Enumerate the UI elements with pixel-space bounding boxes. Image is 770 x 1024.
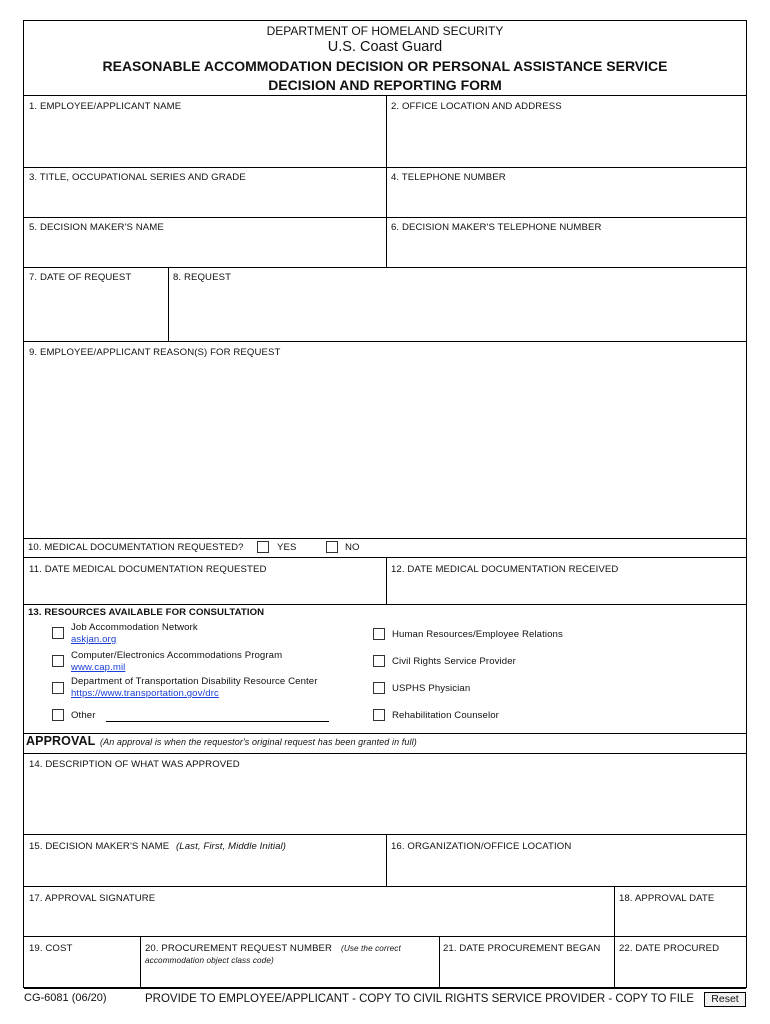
date-med-doc-requested-label: 11. DATE MEDICAL DOCUMENTATION REQUESTED [29, 564, 267, 575]
cost-field[interactable] [25, 937, 139, 987]
request-field[interactable] [169, 268, 746, 340]
jan-link[interactable]: askjan.org [71, 634, 117, 645]
distribution-note: PROVIDE TO EMPLOYEE/APPLICANT - COPY TO CIVIL RIGHTS SERVICE PROVIDER - COPY TO FILE [145, 993, 694, 1005]
cost-label: 19. COST [29, 943, 73, 954]
rehab-checkbox[interactable] [373, 709, 385, 721]
approval-note: (An approval is when the requestor's original request has been granted in full) [100, 737, 417, 747]
date-procured-label: 22. DATE PROCURED [619, 943, 720, 954]
decision-maker-name-label: 5. DECISION MAKER'S NAME [29, 222, 164, 233]
usphs-checkbox[interactable] [373, 682, 385, 694]
title-series-grade-label: 3. TITLE, OCCUPATIONAL SERIES AND GRADE [29, 172, 246, 183]
department-heading: DEPARTMENT OF HOMELAND SECURITY [266, 24, 504, 38]
decision-maker-phone-field[interactable] [387, 218, 746, 266]
approval-signature-field[interactable] [25, 887, 613, 935]
telephone-field[interactable] [387, 168, 746, 216]
reasons-label: 9. EMPLOYEE/APPLICANT REASON(S) FOR REQUEST [29, 347, 281, 358]
approver-name-label: 15. DECISION MAKER'S NAME [29, 841, 170, 852]
date-of-request-field[interactable] [25, 268, 167, 340]
approver-name-note: (Last, First, Middle Initial) [176, 841, 287, 852]
title-series-grade-field[interactable] [25, 168, 385, 216]
yes-label: YES [277, 542, 297, 553]
form-title-line2: DECISION AND REPORTING FORM [268, 77, 502, 93]
decision-maker-name-field[interactable] [25, 218, 385, 266]
dot-label: Department of Transportation Disability Resource Center [71, 676, 318, 687]
medical-doc-requested-label: 10. MEDICAL DOCUMENTATION REQUESTED? [28, 542, 244, 553]
crsp-label: Civil Rights Service Provider [392, 656, 516, 667]
approval-date-label: 18. APPROVAL DATE [619, 893, 715, 904]
jan-label: Job Accommodation Network [71, 622, 198, 633]
approval-date-field[interactable] [615, 887, 746, 935]
form-frame [23, 20, 747, 988]
rehab-label: Rehabilitation Counselor [392, 710, 499, 721]
divider [24, 538, 746, 539]
request-label: 8. REQUEST [173, 272, 232, 283]
employee-name-field[interactable] [25, 96, 385, 166]
other-input[interactable] [106, 721, 329, 722]
date-med-doc-received-field[interactable] [387, 558, 746, 603]
resources-heading: 13. RESOURCES AVAILABLE FOR CONSULTATION [28, 607, 265, 618]
procurement-number-note1: (Use the correct [341, 944, 401, 953]
cap-checkbox[interactable] [52, 655, 64, 667]
date-procured-field[interactable] [615, 937, 746, 987]
reset-button[interactable]: Reset [704, 992, 746, 1007]
hr-checkbox[interactable] [373, 628, 385, 640]
telephone-label: 4. TELEPHONE NUMBER [391, 172, 506, 183]
procurement-began-label: 21. DATE PROCUREMENT BEGAN [443, 943, 601, 954]
other-label: Other [71, 710, 96, 721]
procurement-began-field[interactable] [440, 937, 613, 987]
form-title-line1: REASONABLE ACCOMMODATION DECISION OR PERSONAL ASSISTANCE SERVICE [102, 58, 668, 74]
date-med-doc-requested-field[interactable] [25, 558, 385, 603]
other-checkbox[interactable] [52, 709, 64, 721]
approved-description-label: 14. DESCRIPTION OF WHAT WAS APPROVED [29, 759, 240, 770]
office-location-label: 2. OFFICE LOCATION AND ADDRESS [391, 101, 562, 112]
jan-checkbox[interactable] [52, 627, 64, 639]
medical-doc-yes-checkbox[interactable] [257, 541, 269, 553]
approver-name-field[interactable] [25, 835, 385, 885]
hr-label: Human Resources/Employee Relations [392, 629, 563, 640]
procurement-number-note2: accommodation object class code) [145, 956, 274, 965]
procurement-number-field[interactable] [141, 937, 438, 987]
approval-heading: APPROVAL [26, 734, 96, 748]
dot-checkbox[interactable] [52, 682, 64, 694]
organization-field[interactable] [387, 835, 746, 885]
office-location-field[interactable] [387, 96, 746, 166]
divider [24, 733, 746, 734]
procurement-number-label: 20. PROCUREMENT REQUEST NUMBER [145, 943, 333, 954]
crsp-checkbox[interactable] [373, 655, 385, 667]
approved-description-field[interactable] [25, 754, 746, 833]
divider [24, 604, 746, 605]
usphs-label: USPHS Physician [392, 683, 471, 694]
employee-name-label: 1. EMPLOYEE/APPLICANT NAME [29, 101, 182, 112]
date-of-request-label: 7. DATE OF REQUEST [29, 272, 132, 283]
no-label: NO [345, 542, 360, 553]
medical-doc-no-checkbox[interactable] [326, 541, 338, 553]
form-id: CG-6081 (06/20) [24, 992, 107, 1004]
date-med-doc-received-label: 12. DATE MEDICAL DOCUMENTATION RECEIVED [391, 564, 619, 575]
organization-label: 16. ORGANIZATION/OFFICE LOCATION [391, 841, 572, 852]
dot-link[interactable]: https://www.transportation.gov/drc [71, 688, 219, 699]
cap-label: Computer/Electronics Accommodations Program [71, 650, 283, 661]
reasons-field[interactable] [25, 342, 746, 537]
cap-link[interactable]: www.cap.mil [71, 662, 126, 673]
agency-heading: U.S. Coast Guard [327, 39, 443, 55]
decision-maker-phone-label: 6. DECISION MAKER'S TELEPHONE NUMBER [391, 222, 602, 233]
approval-signature-label: 17. APPROVAL SIGNATURE [29, 893, 156, 904]
divider [24, 988, 746, 989]
